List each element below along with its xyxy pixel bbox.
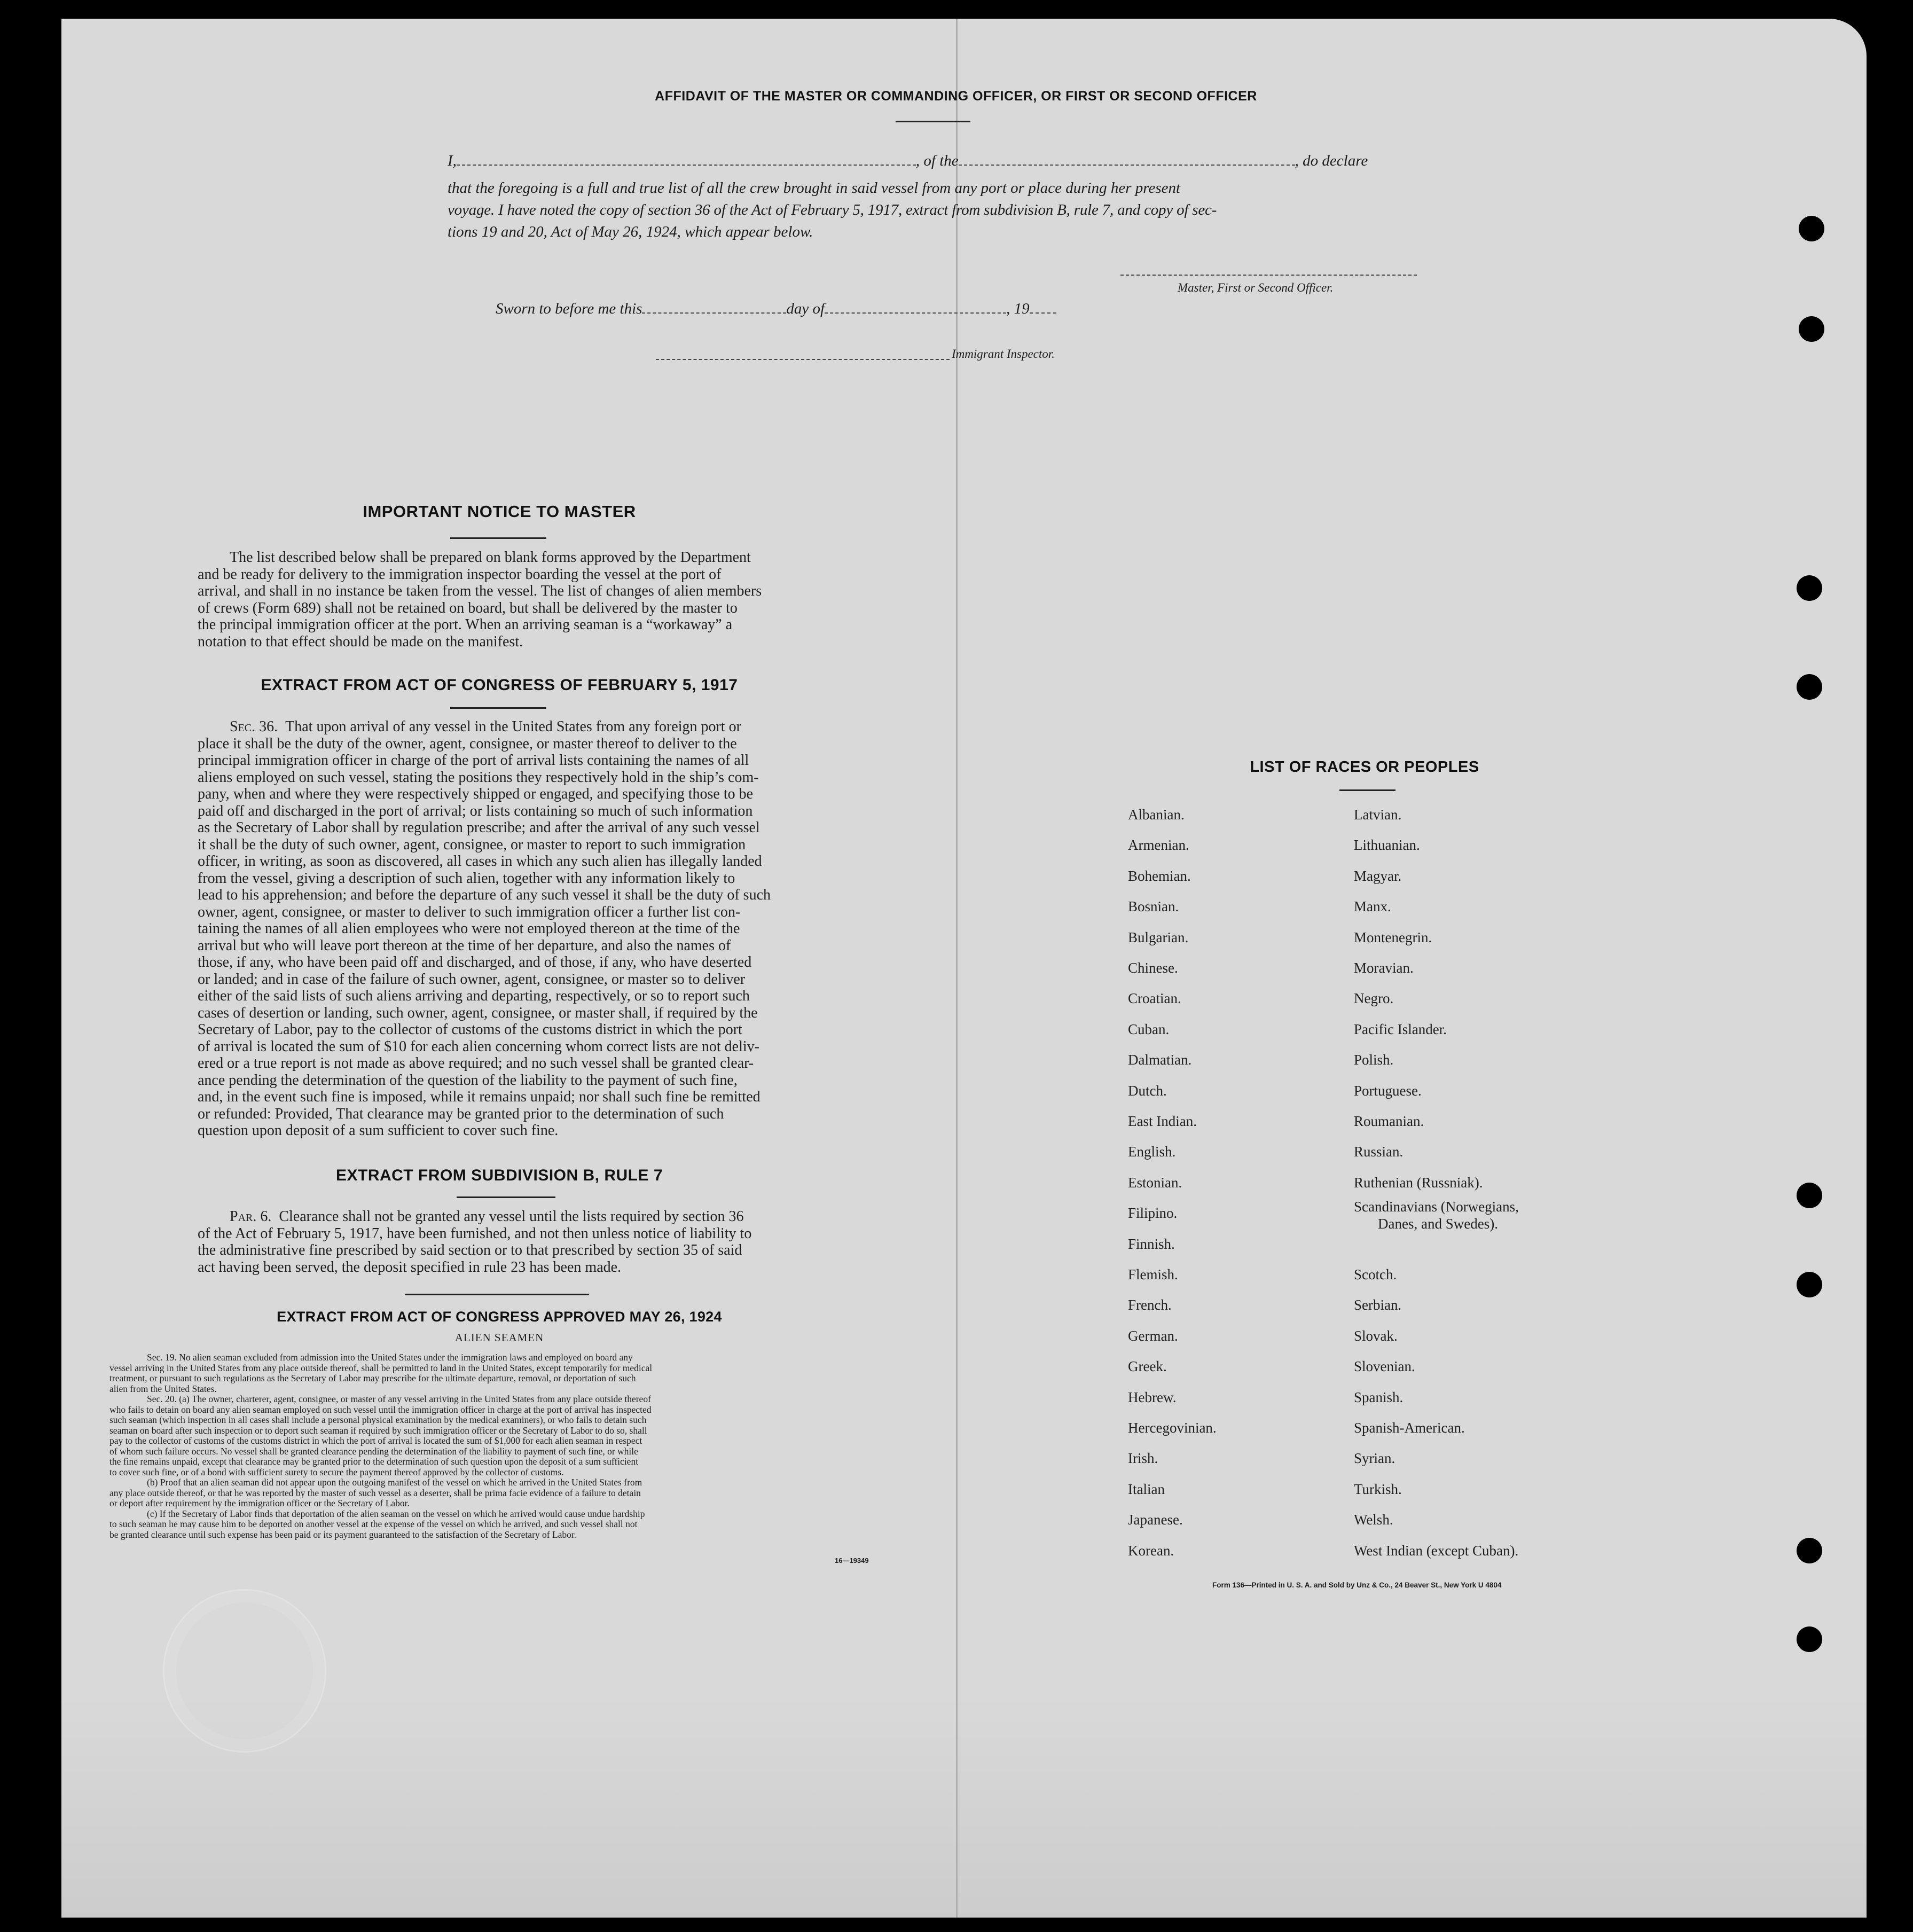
notice-line: notation to that effect should be made on the manifest. — [198, 633, 523, 650]
races-title: LIST OF RACES OR PEOPLES — [1250, 758, 1479, 776]
race-item-left: Dutch. — [1128, 1082, 1167, 1099]
affidavit-line1-end: , do declare — [1295, 152, 1368, 169]
sec20-line: to cover such fine, or of a bond with sufficient surety to secure the payment thereof approved by the collector of customs. — [109, 1466, 564, 1477]
extract-1917-title: EXTRACT FROM ACT OF CONGRESS OF FEBRUARY 5, 1917 — [261, 676, 738, 694]
notice-rule — [450, 537, 546, 539]
sec20-line: to such seaman he may cause him to be deported on another vessel at the expense of the vessel on which he arrived, and such vessel shall not — [109, 1519, 638, 1529]
punch-hole — [1797, 674, 1822, 700]
signature-label: Master, First or Second Officer. — [1178, 281, 1334, 294]
punch-hole — [1799, 216, 1824, 241]
extract-1917-rule — [450, 707, 546, 709]
affidavit-title: AFFIDAVIT OF THE MASTER OR COMMANDING OFFICER, OR FIRST OR SECOND OFFICER — [655, 89, 1257, 104]
sec36-line: or landed; and in case of the failure of such owner, agent, consignee, or master so to deliver — [198, 971, 746, 988]
race-item-left: Flemish. — [1128, 1266, 1178, 1282]
sec36-line: owner, agent, consignee, or master to deliver to such immigration officer a further list con- — [198, 903, 741, 920]
sec19-line: treatment, or pursuant to such regulations as the Secretary of Labor may prescribe for the ultimate departure, removal, or deportation of such — [109, 1373, 636, 1383]
sec36-line: it shall be the duty of such owner, agent, consignee, or master to report to such immigration — [198, 836, 746, 853]
race-item-right-wrap: Danes, and Swedes). — [1378, 1216, 1498, 1232]
affidavit-rule — [896, 121, 970, 122]
affidavit-line2: that the foregoing is a full and true list of all the crew brought in said vessel from any port or place during her present — [448, 179, 1181, 197]
race-item-left: Hebrew. — [1128, 1389, 1177, 1405]
sec36-line: and, in the event such fine is imposed, while it remains unpaid; nor shall such fine be remitted — [198, 1089, 761, 1105]
sec36-line: officer, in writing, as soon as discovered, all cases in which any such alien has illegally landed — [198, 853, 762, 870]
notice-line: the principal immigration officer at the port. When an arriving seaman is a “workaway” a — [198, 616, 733, 633]
sec20-line: or deport after requirement by the immigration officer or the Secretary of Labor. — [109, 1498, 410, 1508]
affidavit-line1 — [448, 152, 1446, 170]
rule7-text — [198, 1208, 800, 1276]
extract-1924-top-rule — [405, 1294, 589, 1295]
sec20-line: such seaman (which inspection in all cases shall include a personal physical examination by the medical examiners), or who fails to detain such — [109, 1414, 647, 1425]
race-item-right: Spanish. — [1354, 1389, 1404, 1405]
punch-hole — [1797, 1538, 1822, 1563]
sec20-line: (c) If the Secretary of Labor finds that deportation of the alien seaman on the vessel on which he arrived would cause undue hardship — [147, 1508, 645, 1519]
punch-hole — [1797, 1626, 1822, 1652]
sec19-line: alien from the United States. — [109, 1383, 217, 1394]
race-item-right: Russian. — [1354, 1144, 1404, 1160]
affidavit-line1-mid: , of the — [915, 152, 959, 169]
sec36-line: principal immigration officer in charge of the port of arrival lists containing the names of all — [198, 752, 749, 769]
sec20-line: any place outside thereof, or that he was reported by the master of such vessel as a deserter, shall be prima facie evidence of a failure to detain — [109, 1487, 641, 1498]
sec36-line: lead to his apprehension; and before the departure of any such vessel it shall be the duty of such — [198, 887, 771, 903]
sec36-line: those, if any, who have been paid off and discharged, and of those, if any, who have deserted — [198, 954, 752, 971]
sec20-line: pay to the collector of customs of the customs district in which the port of arrival is located the sum of $1,000 for each alien seaman in respect — [109, 1435, 642, 1446]
race-item-left: Albanian. — [1128, 807, 1185, 823]
rule7-rule — [457, 1196, 555, 1198]
sworn-year-blank[interactable] — [1030, 303, 1056, 314]
race-item-right: Slovenian. — [1354, 1358, 1415, 1375]
name-blank[interactable] — [457, 155, 916, 166]
sec20-line: the fine remains unpaid, except that clearance may be granted prior to the determination of such question upon the deposit of a sum sufficient — [109, 1456, 639, 1467]
race-item-right: Moravian. — [1354, 960, 1414, 976]
inspector-label: Immigrant Inspector. — [952, 347, 1055, 361]
race-item-left: Armenian. — [1128, 837, 1189, 854]
rule7-line: of the Act of February 5, 1917, have been furnished, and not then unless notice of liability to — [198, 1225, 752, 1242]
sec36-line: ance pending the determination of the question of the liability to the payment of such fine, — [198, 1071, 738, 1089]
race-item-left: German. — [1128, 1327, 1178, 1344]
race-item-left: East Indian. — [1128, 1113, 1197, 1129]
sec36-line: from the vessel, giving a description of such alien, together with any information likely to — [198, 870, 735, 887]
race-item-left: Estonian. — [1128, 1174, 1182, 1191]
sec36-line: ered or a true report is not made as above required; and no such vessel shall be granted clear- — [198, 1055, 754, 1071]
race-item-right: Pacific Islander. — [1354, 1021, 1447, 1037]
punch-hole — [1797, 1183, 1822, 1208]
race-item-right: Slovak. — [1354, 1327, 1398, 1344]
punch-hole — [1799, 316, 1824, 342]
race-item-right: Welsh. — [1354, 1512, 1393, 1528]
race-item-right: Portuguese. — [1354, 1082, 1422, 1099]
sec36-line: or refunded: Provided, That clearance may be granted prior to the determination of such — [198, 1105, 724, 1122]
race-item-right: Syrian. — [1354, 1450, 1395, 1467]
sec19-line: Sec. 19. No alien seaman excluded from admission into the United States under the immigration laws and employed on board any — [147, 1352, 633, 1363]
race-item-left: Bosnian. — [1128, 898, 1179, 915]
sec36-line: place it shall be the duty of the owner, agent, consignee, or master thereof to deliver to the — [198, 735, 737, 752]
sworn-year: , 19 — [1006, 300, 1030, 317]
race-item-left: Irish. — [1128, 1450, 1158, 1467]
signature-line[interactable] — [1120, 275, 1417, 276]
sec20-line: of whom such failure occurs. No vessel shall be granted clearance pending the determination of the liability to payment of such fine, or while — [109, 1445, 638, 1457]
form-code: 16—19349 — [835, 1556, 869, 1565]
sec36-line: taining the names of all alien employees who were not employed thereon at the time of the — [198, 920, 740, 937]
rule7-title: EXTRACT FROM SUBDIVISION B, RULE 7 — [335, 1167, 663, 1184]
sworn-line — [496, 300, 1056, 318]
extract-1917-text — [198, 718, 800, 1139]
race-item-left: Italian — [1128, 1481, 1165, 1497]
race-item-right: Magyar. — [1354, 867, 1402, 884]
sec20-line: Sec. 20. (a) The owner, charterer, agent, consignee, or master of any vessel arriving in the United States from any place outside thereof — [147, 1394, 651, 1404]
race-item-left: Dalmatian. — [1128, 1052, 1192, 1068]
sec19-line: vessel arriving in the United States from any place outside thereof, shall be permitted to land in the United States, except temporarily for medical — [109, 1362, 653, 1373]
affidavit-line3: voyage. I have noted the copy of section 36 of the Act of February 5, 1917, extract from subdivision B, rule 7, and copy of sec- — [448, 201, 1217, 218]
extract-1924-title: EXTRACT FROM ACT OF CONGRESS APPROVED MAY 26, 1924 — [277, 1309, 722, 1325]
sworn-month-blank[interactable] — [825, 303, 1006, 314]
sec36-line: of arrival is located the sum of $10 for each alien concerning whom correct lists are not deliv- — [198, 1038, 759, 1055]
notice-line: The list described below shall be prepared on blank forms approved by the Department — [230, 549, 751, 566]
punch-hole — [1797, 575, 1822, 601]
race-item-left: English. — [1128, 1144, 1176, 1160]
race-item-left: Bulgarian. — [1128, 929, 1189, 945]
races-rule — [1339, 789, 1395, 791]
race-item-left: Japanese. — [1128, 1512, 1183, 1528]
race-item-right: Negro. — [1354, 990, 1394, 1007]
race-item-right: Serbian. — [1354, 1297, 1402, 1313]
affidavit-line4: tions 19 and 20, Act of May 26, 1924, which appear below. — [448, 223, 813, 240]
sec20-line: who fails to detain on board any alien seaman employed on such vessel until the immigration officer in charge at the port of arrival has inspected — [109, 1404, 652, 1415]
race-item-left: Filipino. — [1128, 1205, 1178, 1222]
punch-hole — [1797, 1272, 1822, 1297]
inspector-line[interactable] — [656, 359, 950, 360]
sec36-line: Secretary of Labor, pay to the collector of customs of the customs district in which the port — [198, 1021, 742, 1038]
race-item-left: Greek. — [1128, 1358, 1167, 1375]
race-item-right: Ruthenian (Russniak). — [1354, 1174, 1483, 1191]
sec36-line: aliens employed on such vessel, stating the positions they respectively hold in the ship’s com- — [198, 769, 759, 786]
affidavit-line1-start: I, — [448, 152, 457, 169]
sec36-line: cases of desertion or landing, such owner, agent, consignee, or master shall, if required by the — [198, 1004, 758, 1021]
race-item-left: Bohemian. — [1128, 867, 1191, 884]
race-item-right: Scotch. — [1354, 1266, 1397, 1282]
race-item-right: Latvian. — [1354, 807, 1402, 823]
extract-1924-text — [109, 1352, 884, 1540]
race-item-left: Croatian. — [1128, 990, 1181, 1007]
sec36-line: Sec. 36. That upon arrival of any vessel in the United States from any foreign port or — [230, 718, 741, 735]
sec36-label: Sec. 36. — [230, 718, 278, 735]
race-item-right: Manx. — [1354, 898, 1391, 915]
race-item-right: Polish. — [1354, 1052, 1394, 1068]
sec20-line: (b) Proof that an alien seaman did not appear upon the outgoing manifest of the vessel on which he arrived in the United States from — [147, 1477, 642, 1488]
sworn-start: Sworn to before me this — [496, 300, 642, 317]
printer-footer: Form 136—Printed in U. S. A. and Sold by Unz & Co., 24 Beaver St., New York U 4804 — [1212, 1581, 1502, 1589]
race-item-left: Cuban. — [1128, 1021, 1170, 1037]
sec36-line: paid off and discharged in the port of arrival; or lists containing so much of such information — [198, 802, 753, 819]
vessel-blank[interactable] — [959, 155, 1295, 166]
notice-text — [198, 549, 800, 650]
sec20-line: be granted clearance until such expense has been paid or its payment guaranteed to the satisfaction of the Secretary of Labor. — [109, 1529, 577, 1540]
race-item-left: Finnish. — [1128, 1235, 1175, 1252]
race-item-right: Spanish-American. — [1354, 1420, 1465, 1436]
par6-label: Par. 6. — [230, 1208, 272, 1225]
race-item-left: Korean. — [1128, 1542, 1174, 1559]
sworn-day: day of — [786, 300, 825, 317]
extract-1924-subtitle: ALIEN SEAMEN — [454, 1331, 544, 1344]
race-item-right: West Indian (except Cuban). — [1354, 1542, 1519, 1559]
sec36-line: as the Secretary of Labor shall by regulation prescribe; and after the arrival of any such vessel — [198, 819, 760, 836]
sec36-line: arrival but who will leave port thereon at the time of her departure, and also the names of — [198, 937, 731, 954]
sec20-line: seaman on board after such inspection or to deport such seaman if required by such immigration officer or the Secretary of Labor to do so, shall — [109, 1425, 647, 1436]
sec36-line: either of the said lists of such aliens arriving and departing, respectively, or so to report such — [198, 988, 750, 1004]
sworn-date-blank[interactable] — [642, 303, 786, 314]
race-item-right: Scandinavians (Norwegians, — [1354, 1199, 1519, 1215]
notice-line: of crews (Form 689) shall not be retained on board, but shall be delivered by the master to — [198, 599, 738, 616]
notice-line: arrival, and shall in no instance be taken from the vessel. The list of changes of alien members — [198, 583, 762, 599]
notice-line: and be ready for delivery to the immigration inspector boarding the vessel at the port of — [198, 566, 722, 583]
embossed-seal-icon — [163, 1589, 326, 1753]
sec36-line: question upon deposit of a sum sufficient to cover such fine. — [198, 1122, 559, 1139]
race-item-left: Hercegovinian. — [1128, 1420, 1217, 1436]
race-item-right: Roumanian. — [1354, 1113, 1424, 1129]
rule7-line: Par. 6. Clearance shall not be granted any vessel until the lists required by section 36 — [230, 1208, 744, 1225]
race-item-right: Montenegrin. — [1354, 929, 1432, 945]
notice-title: IMPORTANT NOTICE TO MASTER — [363, 502, 636, 521]
race-item-right: Lithuanian. — [1354, 837, 1420, 854]
race-item-right: Turkish. — [1354, 1481, 1402, 1497]
sec36-line: pany, when and where they were respectively shipped or engaged, and specifying those to be — [198, 786, 754, 802]
rule7-line: act having been served, the deposit specified in rule 23 has been made. — [198, 1258, 622, 1276]
rule7-line: the administrative fine prescribed by said section or to that prescribed by section 35 of said — [198, 1242, 742, 1258]
race-item-left: Chinese. — [1128, 960, 1178, 976]
race-item-left: French. — [1128, 1297, 1172, 1313]
